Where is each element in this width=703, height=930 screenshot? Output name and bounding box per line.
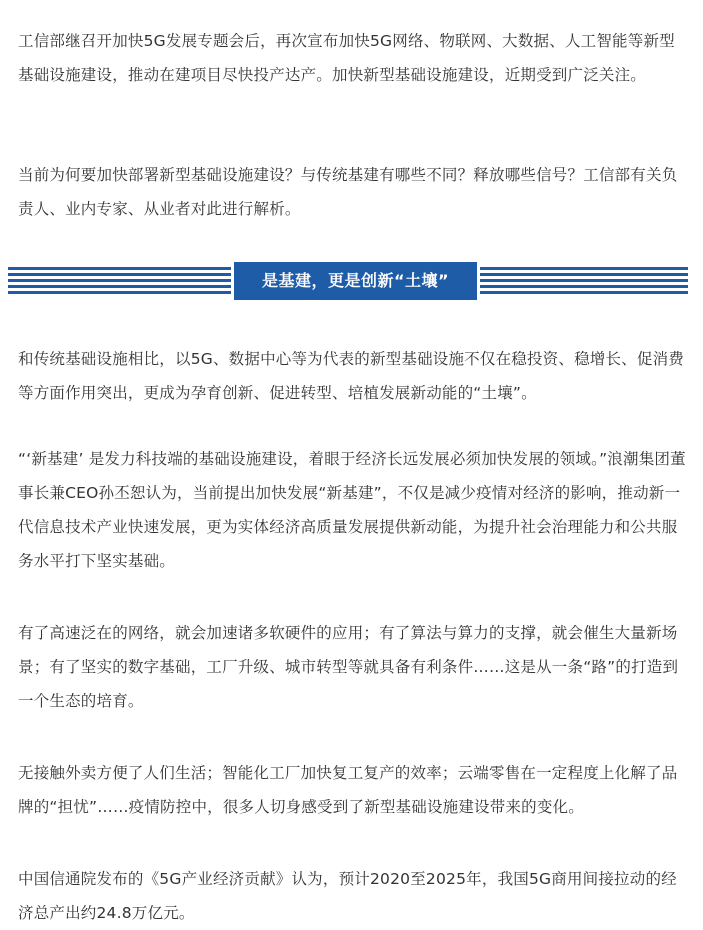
paragraph-pandemic: 无接触外卖方便了人们生活；智能化工厂加快复工复产的效率；云端零售在一定程度上化解了品牌的“担忧”……疫情防控中，很多人切身感受到了新型基础设施建设带来的变化。 xyxy=(18,764,678,816)
paragraph-questions: 当前为何要加快部署新型基础设施建设？与传统基建有哪些不同？释放哪些信号？工信部有关负责人、业内专家、从业者对此进行解析。 xyxy=(18,166,678,218)
section-banner-title: 是基建，更是创新“土壤” xyxy=(234,262,477,300)
paragraph-caict: 中国信通院发布的《5G产业经济贡献》认为，预计2020至2025年，我国5G商用间接拉动的经济总产出约24.8万亿元。 xyxy=(18,870,677,922)
section-banner xyxy=(8,262,688,300)
paragraph-intro: 工信部继召开加快5G发展专题会后，再次宣布加快5G网络、物联网、大数据、人工智能等新型基础设施建设，推动在建项目尽快投产达产。加快新型基础设施建设，近期受到广泛关注。 xyxy=(18,32,675,84)
paragraph-comparison: 和传统基础设施相比，以5G、数据中心等为代表的新型基础设施不仅在稳投资、稳增长、促消费等方面作用突出，更成为孕育创新、促进转型、培植发展新动能的“土壤”。 xyxy=(18,350,684,402)
paragraph-quote: “‘新基建’ 是发力科技端的基础设施建设，着眼于经济长远发展必须加快发展的领域。”浪潮集团董事长兼CEO孙丕恕认为，当前提出加快发展“新基建”，不仅是减少疫情对经济的影响，推动新一代信息技术产业快速发展，更为实体经济高质量发展提供新动能，为提升社会治理能力和公共服务水平打下坚实基础。 xyxy=(18,450,686,570)
paragraph-network: 有了高速泛在的网络，就会加速诸多软硬件的应用；有了算法与算力的支撑，就会催生大量新场景；有了坚实的数字基础，工厂升级、城市转型等就具备有利条件……这是从一条“路”的打造到一个生态的培育。 xyxy=(18,624,679,710)
